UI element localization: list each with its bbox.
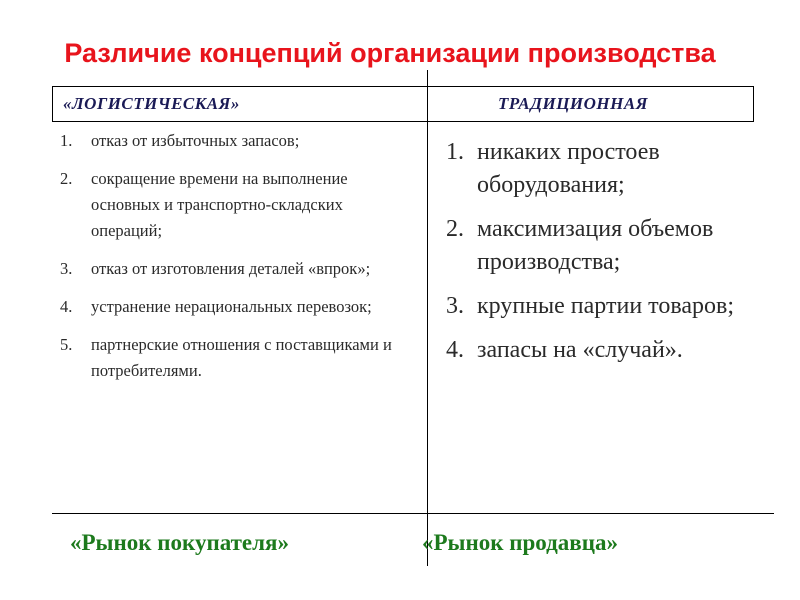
list-item-text: максимизация объемов производства; (477, 216, 714, 275)
list-item (60, 166, 412, 244)
list-item-number: 5. (60, 335, 73, 354)
list-item (60, 128, 412, 154)
list-item-number: 4. (446, 337, 464, 363)
list-item-text: запасы на «случай». (477, 337, 683, 363)
list-item (446, 213, 756, 279)
traditional-list (446, 136, 756, 378)
list-item (446, 334, 756, 367)
list-item-number: 1. (60, 131, 73, 150)
list-item-number: 1. (446, 139, 464, 165)
list-item-number: 3. (60, 259, 73, 278)
list-item-number: 3. (446, 293, 464, 319)
list-item (60, 256, 412, 282)
list-item-text: отказ от избыточных запасов; (91, 131, 300, 150)
list-item-text: сокращение времени на выполнение основных и транспортно-складских операций; (91, 169, 348, 240)
list-item-text: устранение нерациональных перевозок; (91, 297, 372, 316)
page-title: Различие концепций организации производства (64, 38, 716, 68)
footer-buyer-market: «Рынок покупателя» (70, 530, 289, 555)
footer-seller-market: «Рынок продавца» (422, 530, 618, 555)
list-item-number: 4. (60, 297, 73, 316)
table-header (52, 86, 754, 122)
list-item-number: 2. (446, 216, 464, 242)
header-logistic: «ЛОГИСТИЧЕСКАЯ» (63, 94, 240, 113)
header-traditional: ТРАДИЦИОННАЯ (498, 94, 648, 113)
footer-divider (52, 513, 774, 514)
list-item (446, 290, 756, 323)
list-item-text: никаких простоев оборудования; (477, 139, 660, 198)
list-item-number: 2. (60, 169, 73, 188)
list-item (60, 332, 412, 384)
list-item-text: крупные партии товаров; (477, 293, 735, 319)
list-item (60, 294, 412, 320)
logistic-list (60, 128, 412, 396)
list-item-text: партнерские отношения с поставщиками и потребителями. (91, 335, 392, 380)
list-item-text: отказ от изготовления деталей «впрок»; (91, 259, 371, 278)
column-divider (427, 70, 428, 566)
list-item (446, 136, 756, 202)
